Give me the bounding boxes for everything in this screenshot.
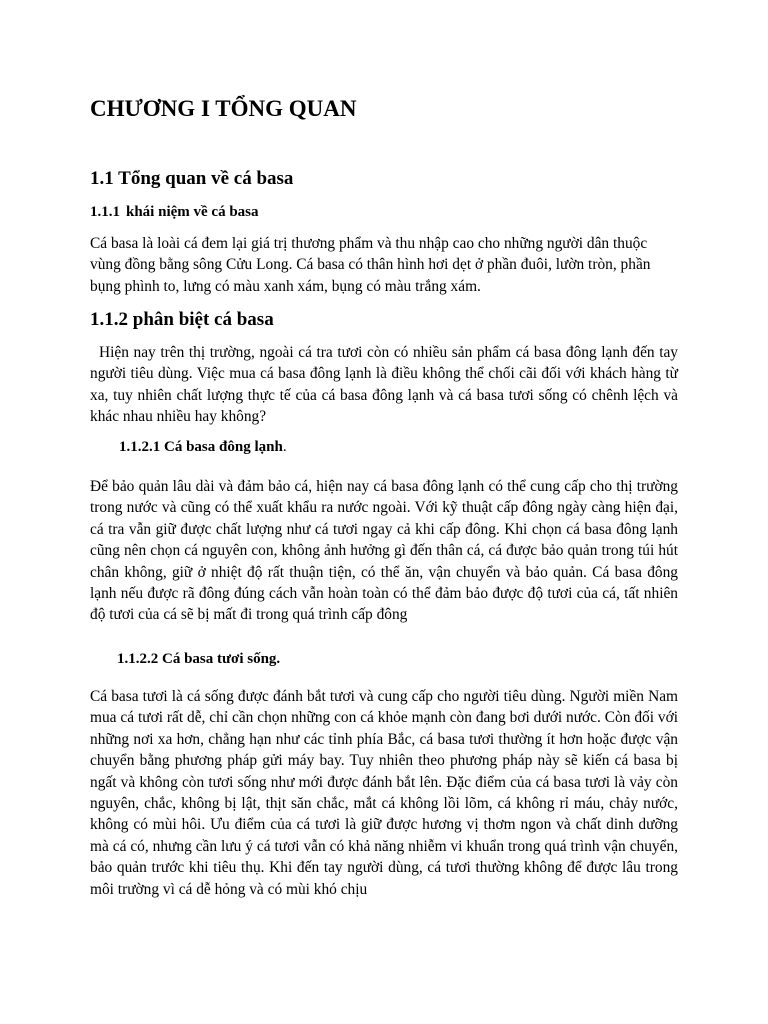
section-title: khái niệm về cá basa <box>126 204 259 220</box>
paragraph-phan-biet: Hiện nay trên thị trường, ngoài cá tra tươi còn có nhiều sản phẩm cá basa đông lạnh đến tay người tiêu dùng. Việc mua cá basa đông lạnh là điều không thể chối cãi đối với khách hàng từ xa, tuy nhiên chất lượng thực tế của cá basa đông lạnh và cá basa tươi sống có chênh lệch và khác nhau nhiều hay không? <box>90 344 678 426</box>
section-heading-1-1-1 <box>90 202 259 222</box>
section-heading-1-1: 1.1 Tổng quan về cá basa <box>90 168 294 189</box>
section-heading-1-1-2-1: 1.1.2.1 Cá basa đông lạnh. <box>119 439 287 455</box>
section-number: 1.1.1 <box>90 204 120 220</box>
paragraph-dong-lanh: Để bảo quản lâu dài và đảm bảo cá, hiện nay cá basa đông lạnh có thể cung cấp cho thị trường trong nước và cũng có thể xuất khẩu ra nước ngoài. Với kỹ thuật cấp đông ngày càng hiện đại, cá tra vẫn giữ được chất lượng như cá tươi ngay cả khi cấp đông. Khi chọn cá basa đông lạnh cũng nên chọn cá nguyên con, không ảnh hưởng gì đến thân cá, cá được bảo quản trong túi hút chân không, giữ ở nhiệt độ rất thuận tiện, có thể ăn, vận chuyển và bảo quản. Cá basa đông lạnh nếu được rã đông đúng cách vẫn hoàn toàn có thể đảm bảo được độ tươi của cá, tất nhiên độ tươi của cá sẽ bị mất đi trong quá trình cấp đông <box>90 478 678 624</box>
paragraph-tuoi-song: Cá basa tươi là cá sống được đánh bắt tươi và cung cấp cho người tiêu dùng. Người miền Nam mua cá tươi rất dễ, chỉ cần chọn những con cá khỏe mạnh còn đang bơi dưới nước. Còn đối với những nơi xa hơn, chẳng hạn như các tỉnh phía Bắc, cá basa tươi thường ít hơn hoặc được vận chuyển bằng phương pháp gửi máy bay. Tuy nhiên theo phương pháp này sẽ kiến cá basa bị ngất và không còn tươi sống như mới được đánh bắt lên. Đặc điểm của cá basa tươi là vảy còn nguyên, chắc, không bị lật, thịt săn chắc, mắt cá không lồi lõm, cá không rỉ máu, chảy nước, không có mùi hôi. Ưu điểm của cá tươi là giữ được hương vị thơm ngon và chất dinh dưỡng mà cá có, nhưng cần lưu ý cá tươi vẫn có khả năng nhiễm vi khuẩn trong quá trình vận chuyển, bảo quản trước khi tiêu thụ. Khi đến tay người dùng, cá tươi thường không để được lâu trong môi trường vì cá dễ hỏng và có mùi khó chịu <box>90 688 678 898</box>
paragraph-khai-niem: Cá basa là loài cá đem lại giá trị thương phẩm và thu nhập cao cho những người dân thuộc vùng đồng bằng sông Cửu Long. Cá basa có thân hình hơi dẹt ở phần đuôi, lườn tròn, phần bụng phình to, lưng có màu xanh xám, bụng có màu trắng xám. <box>90 235 651 295</box>
section-heading-1-1-2-2: 1.1.2.2 Cá basa tươi sống. <box>117 651 281 667</box>
chapter-title: CHƯƠNG I TỔNG QUAN <box>90 96 357 121</box>
document-page <box>90 0 678 1024</box>
section-heading-1-1-2: 1.1.2 phân biệt cá basa <box>90 309 274 330</box>
